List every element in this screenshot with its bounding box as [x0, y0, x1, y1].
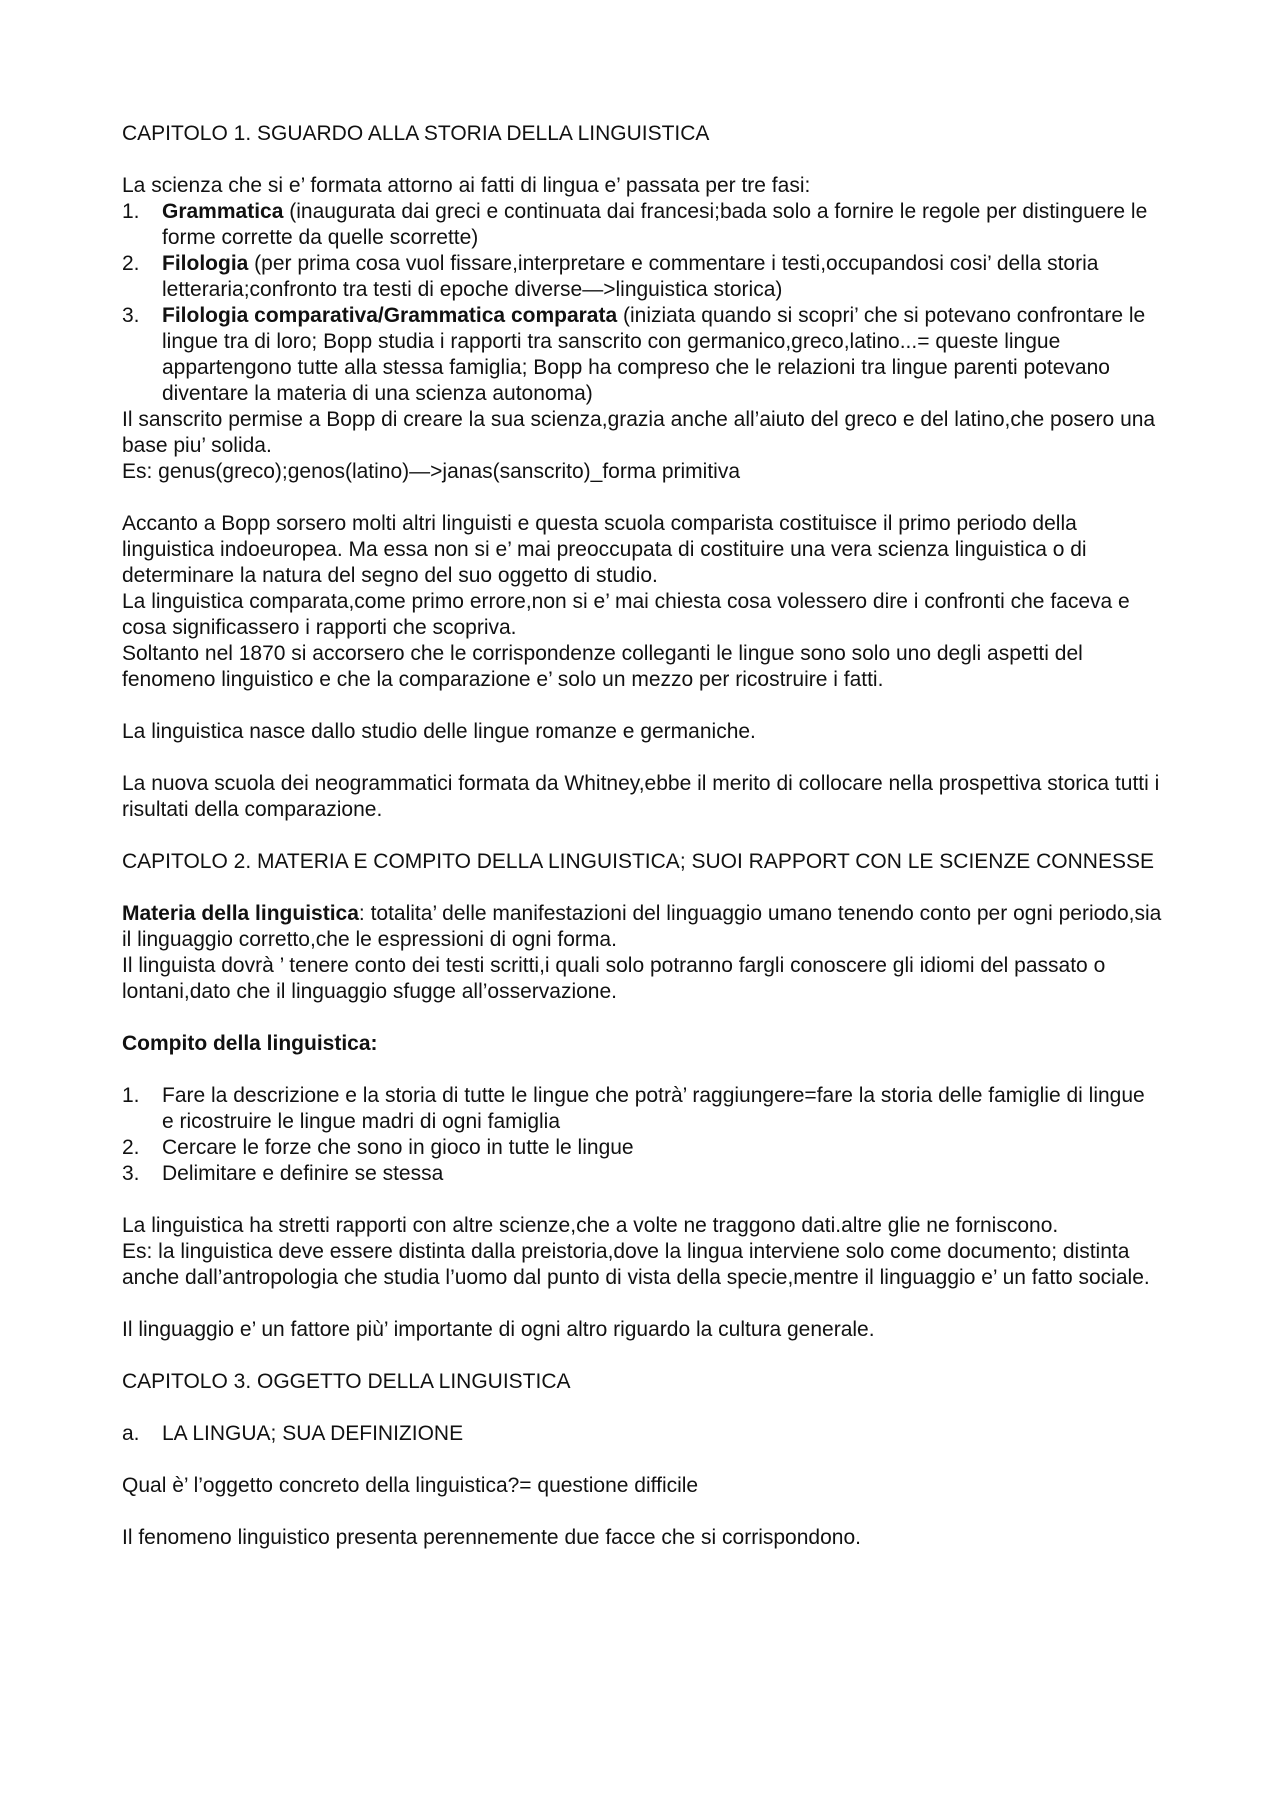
- task-item: [122, 1161, 1162, 1187]
- phase-number: 3.: [122, 304, 140, 327]
- section-a-list: [122, 1421, 1162, 1447]
- phase-term: Filologia: [162, 252, 249, 275]
- phase-text: (per prima cosa vuol fissare,interpretare e commentare i testi,occupandosi cosi’ della storia letteraria;confronto tra testi di epoche diverse—>linguistica storica): [162, 252, 1099, 301]
- task-text: Cercare le forze che sono in gioco in tutte le lingue: [162, 1136, 634, 1159]
- task-number: 2.: [122, 1136, 140, 1159]
- phase-text: (inaugurata dai greci e continuata dai francesi;bada solo a fornire le regole per distinguere le forme corrette da quelle scorrette): [162, 200, 1148, 249]
- chapter-3-title: CAPITOLO 3. OGGETTO DELLA LINGUISTICA: [122, 1370, 571, 1393]
- task-text: Fare la descrizione e la storia di tutte le lingue che potrà’ raggiungere=fare la storia delle famiglie di lingue e ricostruire le lingue madri di ogni famiglia: [162, 1084, 1145, 1133]
- final-paragraph: Il fenomeno linguistico presenta perennemente due facce che si corrispondono.: [122, 1526, 861, 1549]
- materia-term: Materia della linguistica: [122, 902, 359, 925]
- bopp-paragraph: Il sanscrito permise a Bopp di creare la sua scienza,grazia anche all’aiuto del greco e del latino,che posero una base piu’ solida.: [122, 408, 1156, 457]
- relations-paragraph: La linguistica ha stretti rapporti con altre scienze,che a volte ne traggono dati.altre glie ne forniscono.: [122, 1214, 1059, 1237]
- phases-list: [122, 199, 1162, 407]
- chapter-2-title: CAPITOLO 2. MATERIA E COMPITO DELLA LINGUISTICA; SUOI RAPPORT CON LE SCIENZE CONNESSE: [122, 850, 1154, 873]
- language-importance-paragraph: Il linguaggio e’ un fattore più’ importante di ogni altro riguardo la cultura generale.: [122, 1318, 875, 1341]
- phase-item: [122, 303, 1162, 407]
- phase-number: 1.: [122, 200, 140, 223]
- materia-paragraph: [122, 901, 1162, 953]
- task-number: 3.: [122, 1162, 140, 1185]
- task-text: Delimitare e definire se stessa: [162, 1162, 444, 1185]
- relations-example: Es: la linguistica deve essere distinta dalla preistoria,dove la lingua interviene solo come documento; distinta anche dall’antropologia che studia l’uomo dal punto di vista della specie,mentre il linguaggio e’ un fatto sociale.: [122, 1240, 1150, 1289]
- document-body: [122, 121, 1162, 1551]
- chapter-1-title: CAPITOLO 1. SGUARDO ALLA STORIA DELLA LINGUISTICA: [122, 122, 710, 145]
- example-line: Es: genus(greco);genos(latino)—>janas(sanscrito)_forma primitiva: [122, 460, 741, 483]
- comparist-paragraph: Accanto a Bopp sorsero molti altri linguisti e questa scuola comparista costituisce il primo periodo della linguistica indoeuropea. Ma essa non si e’ mai preoccupata di costituire una vera scienza linguistica o di determinare la natura del segno del suo oggetto di studio.: [122, 512, 1087, 587]
- task-item: [122, 1083, 1162, 1135]
- phase-item: [122, 199, 1162, 251]
- section-a-item: [122, 1421, 1162, 1447]
- linguist-paragraph: Il linguista dovrà ’ tenere conto dei testi scritti,i quali solo potranno fargli conoscere gli idiomi del passato o lontani,dato che il linguaggio sfugge all’osservazione.: [122, 954, 1106, 1003]
- phase-term: Grammatica: [162, 200, 284, 223]
- task-number: 1.: [122, 1084, 140, 1107]
- materia-text: : totalita’ delle manifestazioni del linguaggio umano tenendo conto per ogni periodo,sia il linguaggio corretto,che le espressioni di ogni forma.: [122, 902, 1162, 951]
- section-a-title: LA LINGUA; SUA DEFINIZIONE: [162, 1422, 464, 1445]
- section-a-letter: a.: [122, 1422, 140, 1445]
- phase-number: 2.: [122, 252, 140, 275]
- chapter-1-intro: La scienza che si e’ formata attorno ai fatti di lingua e’ passata per tre fasi:: [122, 174, 811, 197]
- origin-paragraph: La linguistica nasce dallo studio delle lingue romanze e germaniche.: [122, 720, 756, 743]
- task-item: [122, 1135, 1162, 1161]
- question-paragraph: Qual è’ l’oggetto concreto della linguistica?= questione difficile: [122, 1474, 699, 1497]
- compito-heading: Compito della linguistica:: [122, 1032, 378, 1055]
- phase-term: Filologia comparativa/Grammatica comparata: [162, 304, 618, 327]
- tasks-list: [122, 1083, 1162, 1187]
- neogrammarians-paragraph: La nuova scuola dei neogrammatici formata da Whitney,ebbe il merito di collocare nella prospettiva storica tutti i risultati della comparazione.: [122, 772, 1160, 821]
- comparative-error-paragraph: La linguistica comparata,come primo errore,non si e’ mai chiesta cosa volessero dire i confronti che faceva e cosa significassero i rapporti che scopriva.: [122, 590, 1130, 639]
- phase-item: [122, 251, 1162, 303]
- year-1870-paragraph: Soltanto nel 1870 si accorsero che le corrispondenze colleganti le lingue sono solo uno degli aspetti del fenomeno linguistico e che la comparazione e’ solo un mezzo per ricostruire i fatti.: [122, 642, 1083, 691]
- phase-text: (iniziata quando si scopri’ che si potevano confrontare le lingue tra di loro; Bopp studia i rapporti tra sanscrito con germanico,greco,latino...= queste lingue appartengono tutte alla stessa famiglia; Bopp ha compreso che le relazioni tra lingue parenti potevano diventare la materia di una scienza autonoma): [162, 304, 1146, 405]
